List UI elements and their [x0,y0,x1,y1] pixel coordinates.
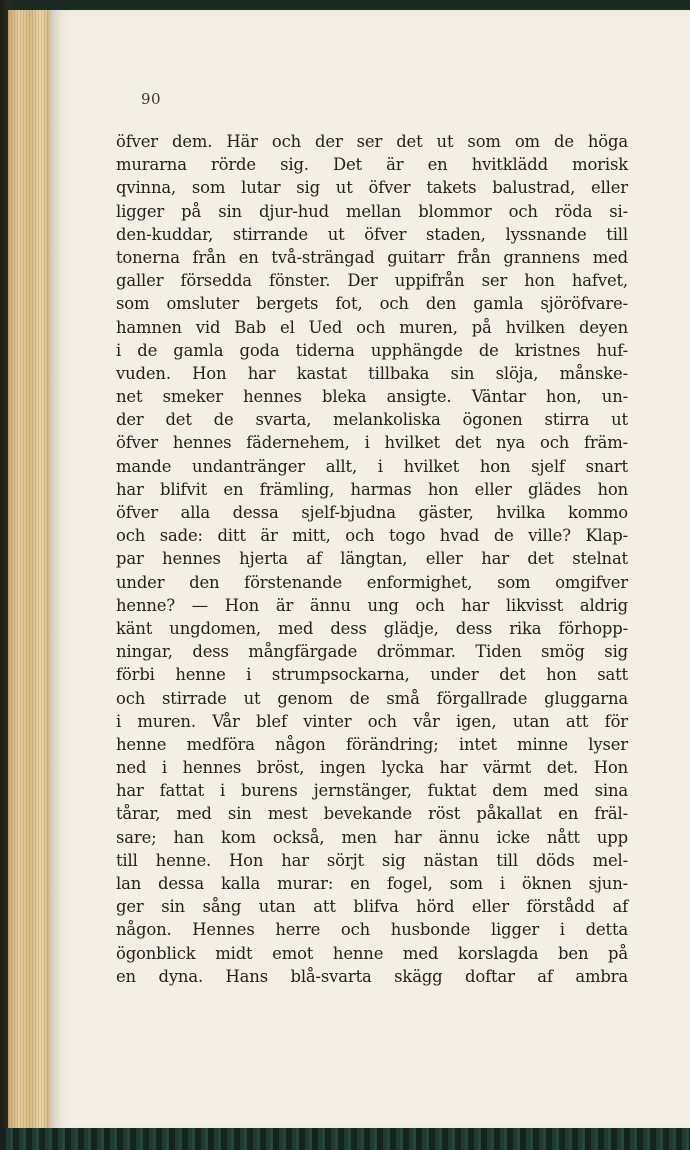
body-text [116,130,628,988]
text-line: under den förstenande enformighet, som omgifver [116,572,628,592]
text-line: ningar, dess mångfärgade drömmar. Tiden smög sig [116,642,628,662]
text-line: sare; han kom också, men har ännu icke nått upp [116,827,628,847]
text-line: vuden. Hon har kastat tillbaka sin slöja, månske- [116,363,628,383]
text-line: den-kuddar, stirrande ut öfver staden, lyssnande till [116,224,628,244]
text-line: der det de svarta, melankoliska ögonen stirra ut [116,410,628,430]
text-line: någon. Hennes herre och husbonde ligger i detta [116,920,628,940]
text-line: murarna rörde sig. Det är en hvitklädd morisk [116,155,628,175]
text-line: i muren. Vår blef vinter och vår igen, utan att för [116,711,628,731]
text-line: tårar, med sin mest bevekande röst påkallat en fräl- [116,804,628,824]
text-line: qvinna, som lutar sig ut öfver takets balustrad, eller [116,178,628,198]
text-line: mande undantränger allt, i hvilket hon sjelf snart [116,456,628,476]
text-line: som omsluter bergets fot, och den gamla sjöröfvare- [116,294,628,314]
text-line: par hennes hjerta af längtan, eller har det stelnat [116,549,628,569]
text-line: net smeker hennes bleka ansigte. Väntar hon, un- [116,387,628,407]
text-line: öfver alla dessa sjelf-bjudna gäster, hvilka kommo [116,503,628,522]
text-line: öfver hennes fädernehem, i hvilket det nya och främ- [116,433,628,453]
text-line: och sade: ditt är mitt, och togo hvad de ville? Klap- [116,526,628,546]
text-line: och stirrade ut genom de små förgallrade gluggarna [116,688,628,708]
text-line: har fattat i burens jernstänger, fuktat dem med sina [116,781,628,801]
text-line: tonerna från en två-strängad guitarr från grannens med [116,247,628,267]
bottom-cloth [0,1128,690,1150]
text-line: en dyna. Hans blå-svarta skägg doftar af ambra [116,966,628,986]
text-line: känt ungdomen, med dess glädje, dess rika förhopp- [116,618,628,638]
text-line: i de gamla goda tiderna upphängde de kristnes huf- [116,340,628,360]
page-number: 90 [141,90,162,108]
text-line: henne? — Hon är ännu ung och har likvisst aldrig [116,595,628,615]
text-line: ligger på sin djur-hud mellan blommor och röda si- [116,201,628,221]
text-line: hamnen vid Bab el Ued och muren, på hvilken deyen [116,317,628,337]
book-spine [8,10,52,1132]
text-line: till henne. Hon har sörjt sig nästan till döds mel- [116,850,628,870]
text-line: lan dessa kalla murar: en fogel, som i öknen sjun- [116,874,628,893]
text-line: förbi henne i strumpsockarna, under det hon satt [116,665,628,685]
text-line: ger sin sång utan att blifva hörd eller förstådd af [116,897,628,917]
text-line: henne medföra någon förändring; intet minne lyser [116,734,628,754]
text-line: ögonblick midt emot henne med korslagda ben på [116,943,628,963]
text-line: öfver dem. Här och der ser det ut som om de höga [116,132,628,151]
text-line: galler försedda fönster. Der uppifrån ser hon hafvet, [116,271,628,291]
text-line: har blifvit en främling, harmas hon eller glädes hon [116,479,628,499]
text-line: ned i hennes bröst, ingen lycka har värmt det. Hon [116,758,628,778]
